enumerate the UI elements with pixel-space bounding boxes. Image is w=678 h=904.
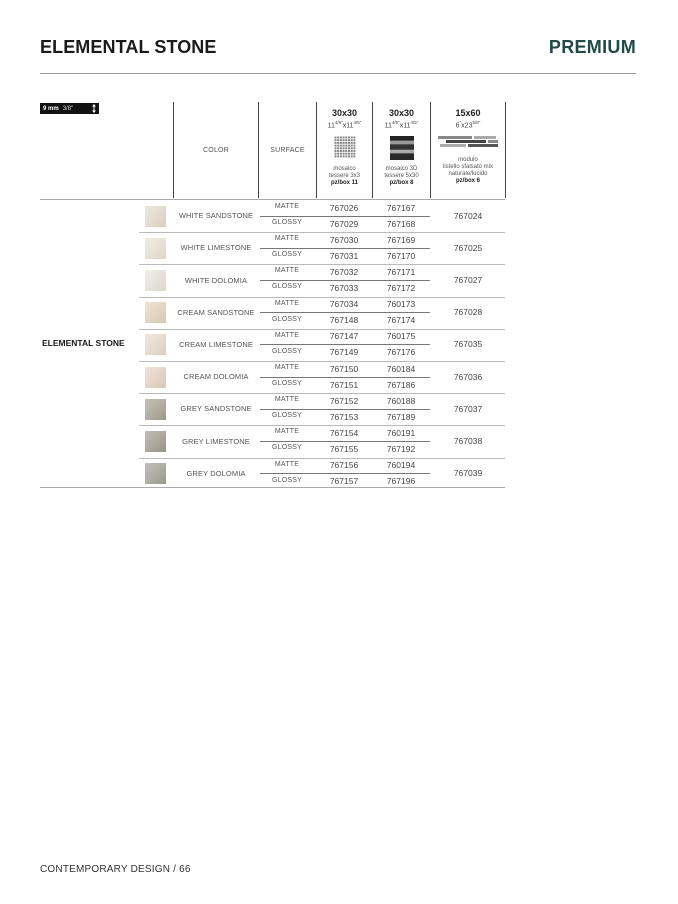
table-bottom-rule — [40, 487, 505, 488]
surface-matte: MATTE — [274, 299, 300, 307]
code-listello: 767028 — [453, 307, 483, 318]
code-mosaico-glossy: 767033 — [329, 282, 359, 293]
surface-matte: MATTE — [274, 364, 300, 371]
thickness-tag — [40, 103, 99, 114]
surface-matte: MATTE — [274, 396, 300, 404]
row-rule — [139, 458, 505, 459]
code-listello: 767036 — [453, 371, 483, 382]
code-mosaico3d-glossy: 767189 — [386, 411, 416, 422]
row-inner-rule — [260, 473, 430, 474]
size-header-mosaico-3d: 30x30 $11^{4/5"}x11^{4/5"}$ mosaico 3D tessere 5x30 pz/box 8 — [373, 108, 430, 187]
color-swatch — [145, 399, 166, 420]
column-header-color: COLOR — [203, 147, 229, 154]
size-inch: $11^{4/5"}x11^{4/5"}$ — [327, 120, 362, 130]
code-mosaico-glossy: 767157 — [329, 476, 359, 487]
row-rule — [139, 329, 505, 330]
code-mosaico3d-matte: 760191 — [386, 427, 416, 438]
code-mosaico-matte: 767147 — [329, 331, 359, 342]
footer-section: CONTEMPORARY DESIGN — [40, 864, 171, 875]
header-divider — [40, 73, 636, 74]
code-mosaico3d-glossy: 767168 — [386, 218, 416, 229]
thickness-inch: 3/8" — [62, 105, 74, 112]
page-title: ELEMENTAL STONE — [40, 37, 217, 57]
code-listello: 767039 — [453, 468, 483, 479]
surface-glossy: GLOSSY — [272, 315, 302, 323]
surface-glossy: GLOSSY — [272, 219, 302, 226]
code-mosaico-glossy: 767155 — [329, 443, 359, 454]
code-mosaico3d-matte: 760188 — [386, 395, 416, 406]
code-mosaico-glossy: 767031 — [329, 250, 359, 261]
surface-matte: MATTE — [274, 428, 300, 436]
brand-label: PREMIUM — [548, 37, 636, 57]
footer — [40, 864, 191, 875]
code-mosaico-matte: 767152 — [329, 395, 359, 406]
code-mosaico-matte: 767156 — [329, 460, 359, 471]
row-rule — [139, 361, 505, 362]
size-header-listello: 15x60 $6^"x23^{5/8"}$ modulo listello sfalsato mix naturale/lucido pz/box 6 — [431, 108, 505, 185]
pieces-per-box: pz/box 11 — [330, 180, 358, 187]
surface-glossy: GLOSSY — [272, 412, 302, 420]
surface-matte: MATTE — [274, 267, 300, 275]
mosaic-grid-icon — [334, 136, 356, 158]
row-inner-rule — [260, 312, 430, 313]
code-mosaico-glossy: 767151 — [329, 379, 359, 390]
pieces-per-box: pz/box 8 — [389, 180, 414, 187]
color-name: CREAM DOLOMIA — [183, 372, 249, 382]
size-label: 30x30 — [388, 108, 415, 118]
code-mosaico3d-glossy: 767192 — [386, 443, 416, 454]
color-swatch — [145, 238, 166, 259]
code-mosaico3d-glossy: 767174 — [386, 315, 416, 326]
code-mosaico-glossy: 767029 — [329, 218, 359, 229]
thickness-arrow-icon — [92, 104, 96, 113]
code-mosaico-glossy: 767153 — [329, 411, 359, 422]
code-mosaico3d-matte: 760184 — [386, 363, 416, 374]
size-inch: $11^{4/5"}x11^{4/5"}$ — [384, 120, 419, 130]
row-inner-rule — [260, 409, 430, 410]
page-number: 66 — [179, 864, 191, 875]
row-inner-rule — [260, 216, 430, 217]
size-label: 30x30 — [331, 108, 358, 118]
column-header-surface: SURFACE — [270, 147, 305, 154]
color-name: WHITE LIMESTONE — [180, 243, 252, 253]
row-inner-rule — [260, 248, 430, 249]
surface-glossy: GLOSSY — [272, 283, 302, 291]
code-listello: 767027 — [453, 275, 483, 285]
surface-glossy: GLOSSY — [272, 380, 302, 387]
code-mosaico3d-glossy: 767186 — [386, 379, 416, 390]
color-name: GREY DOLOMIA — [186, 468, 246, 478]
size-inch: $6^"x23^{5/8"}$ — [455, 120, 481, 130]
code-mosaico3d-glossy: 767176 — [386, 347, 416, 358]
color-name: GREY SANDSTONE — [180, 404, 252, 414]
color-name: CREAM SANDSTONE — [177, 307, 255, 317]
code-mosaico-matte: 767150 — [329, 363, 359, 374]
code-mosaico-matte: 767026 — [329, 202, 359, 213]
color-name: WHITE DOLOMIA — [184, 275, 248, 285]
size-label: 15x60 — [455, 108, 481, 118]
row-inner-rule — [260, 344, 430, 345]
code-mosaico3d-glossy: 767170 — [386, 250, 416, 261]
color-swatch — [145, 463, 166, 484]
code-mosaico3d-matte: 767167 — [386, 202, 416, 213]
color-swatch — [145, 206, 166, 227]
code-listello: 767024 — [453, 210, 483, 221]
row-rule — [139, 393, 505, 394]
color-name: WHITE SANDSTONE — [178, 211, 254, 221]
code-mosaico-matte: 767030 — [329, 234, 359, 245]
code-mosaico3d-matte: 767171 — [386, 266, 416, 277]
color-name: GREY LIMESTONE — [182, 436, 250, 446]
pieces-per-box: pz/box 6 — [455, 178, 480, 185]
surface-glossy: GLOSSY — [272, 444, 302, 452]
code-mosaico-glossy: 767149 — [329, 347, 359, 358]
surface-matte: MATTE — [274, 235, 300, 243]
code-listello: 767038 — [453, 436, 483, 446]
code-mosaico3d-matte: 760194 — [386, 460, 416, 471]
row-inner-rule — [260, 280, 430, 281]
column-divider — [505, 102, 506, 198]
footer-separator: / — [173, 864, 177, 875]
surface-matte: MATTE — [274, 331, 300, 339]
code-mosaico-matte: 767032 — [329, 266, 359, 277]
code-mosaico-glossy: 767148 — [329, 315, 359, 326]
row-rule — [139, 232, 505, 233]
code-mosaico3d-matte: 760175 — [386, 331, 416, 342]
code-mosaico3d-glossy: 767196 — [386, 476, 416, 487]
row-rule — [139, 297, 505, 298]
row-rule — [139, 425, 505, 426]
code-mosaico-matte: 767034 — [329, 299, 359, 310]
row-inner-rule — [260, 441, 430, 442]
surface-matte: MATTE — [274, 203, 300, 210]
color-swatch — [145, 270, 166, 291]
thickness-mm: 9 mm — [43, 105, 59, 112]
code-mosaico3d-glossy: 767172 — [386, 282, 416, 293]
code-listello: 767025 — [453, 242, 483, 253]
code-mosaico3d-matte: 767169 — [386, 234, 416, 245]
color-swatch — [145, 302, 166, 323]
size-header-mosaico: 30x30 $11^{4/5"}x11^{4/5"}$ mosaico tessere 3x3 pz/box 11 — [317, 108, 372, 187]
surface-glossy: GLOSSY — [272, 476, 302, 484]
code-mosaico3d-matte: 760173 — [386, 299, 416, 310]
color-swatch — [145, 367, 166, 388]
code-listello: 767035 — [453, 339, 483, 350]
row-inner-rule — [260, 377, 430, 378]
code-listello: 767037 — [453, 403, 483, 414]
surface-matte: MATTE — [274, 460, 300, 468]
row-rule — [139, 264, 505, 265]
surface-glossy: GLOSSY — [272, 347, 302, 355]
staggered-listello-icon — [438, 136, 498, 150]
mosaic-3d-strips-icon — [390, 136, 414, 160]
color-swatch — [145, 431, 166, 452]
color-swatch — [145, 334, 166, 355]
table-top-rule — [40, 199, 505, 200]
color-name: CREAM LIMESTONE — [179, 339, 253, 349]
family-label: ELEMENTAL STONE — [42, 338, 125, 348]
code-mosaico-matte: 767154 — [329, 427, 359, 438]
surface-glossy: GLOSSY — [272, 251, 302, 259]
